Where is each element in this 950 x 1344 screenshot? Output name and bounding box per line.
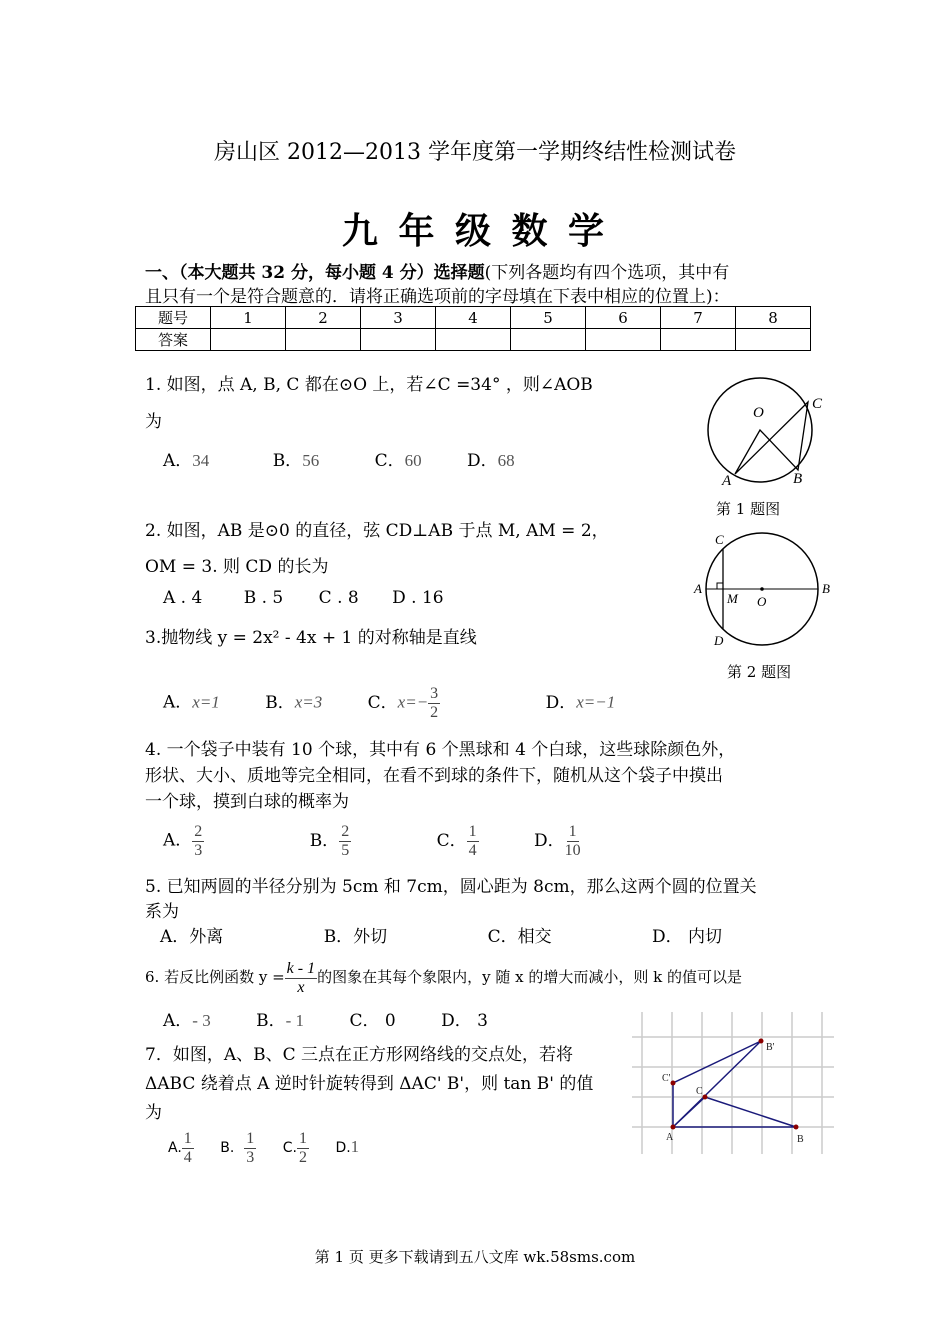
label-b-prime: B' [766, 1042, 775, 1053]
opt-label: D． [545, 692, 577, 713]
opt-label: C． [374, 451, 405, 471]
label-b: B [822, 581, 830, 596]
q2-options [163, 588, 444, 608]
option-c: C． 0 [349, 1011, 396, 1031]
opt-value: x=3 [294, 692, 323, 712]
opt-label: C． [436, 830, 467, 851]
opt-value: - 3 [192, 1011, 211, 1030]
table-answer-label: 答案 [136, 329, 211, 351]
opt-value: x=−1 [576, 692, 616, 712]
q4-line2: 形状、大小、质地等完全相同，在看不到球的条件下，随机从这个袋子中摸出 [145, 766, 723, 786]
q2-figure [690, 525, 840, 650]
answer-cell[interactable] [511, 329, 586, 351]
option-b: B . 5 [243, 588, 284, 608]
opt-label: A． [163, 451, 193, 471]
q7-line2: ΔABC 绕着点 A 逆时针旋转得到 ΔAC' B'，则 tan B' 的值 [145, 1074, 594, 1094]
fraction [428, 685, 440, 721]
answer-cell[interactable] [361, 329, 436, 351]
q6-text [145, 960, 742, 996]
numerator: 2 [194, 823, 203, 840]
opt-label: A． [163, 1011, 193, 1031]
opt-label: C. [282, 1140, 297, 1157]
section-heading [145, 258, 729, 283]
answer-cell[interactable] [286, 329, 361, 351]
denominator: 2 [298, 1148, 307, 1166]
opt-value: 60 [404, 451, 422, 470]
numerator: 1 [183, 1130, 192, 1147]
opt-value: x=− [397, 692, 429, 712]
opt-label: B. [220, 1140, 235, 1157]
q6-options [163, 1006, 488, 1031]
label-b: B [793, 471, 803, 487]
q1-caption: 第 1 题图 [716, 500, 781, 518]
opt-value: 34 [192, 451, 210, 470]
section-instructions-2: 且只有一个是符合题意的．请将正确选项前的字母填在下表中相应的位置上)： [145, 287, 730, 307]
opt-value: 56 [302, 451, 320, 470]
opt-value: x=1 [192, 692, 220, 712]
option-c: C．相交 [487, 927, 552, 947]
table-col: 2 [286, 307, 361, 329]
opt-label: A． [163, 830, 193, 851]
table-col: 4 [436, 307, 511, 329]
fraction [339, 823, 351, 859]
q4-line3: 一个球，摸到白球的概率为 [145, 792, 349, 812]
answer-cell[interactable] [211, 329, 286, 351]
numerator: 3 [430, 685, 439, 702]
opt-label: D． [534, 830, 565, 851]
fraction [467, 823, 479, 859]
table-col: 6 [586, 307, 661, 329]
option-d: D . 16 [392, 588, 444, 608]
opt-value: 1 [350, 1137, 360, 1157]
opt-label: D． [467, 451, 498, 471]
q1-figure [700, 375, 840, 495]
numerator: 1 [298, 1130, 307, 1147]
opt-label: C． [367, 692, 398, 713]
opt-label: B． [265, 692, 295, 713]
opt-label: D. [335, 1140, 351, 1157]
fraction [285, 960, 317, 996]
option-a: A . 4 [163, 588, 203, 608]
label-a: A [694, 581, 702, 596]
exam-subtitle: 房山区 2012—2013 学年度第一学期终结性检测试卷 [214, 140, 736, 165]
label-c-prime: C' [662, 1073, 671, 1084]
answer-table [135, 306, 811, 351]
answer-cell[interactable] [586, 329, 661, 351]
fraction [565, 823, 581, 859]
table-col: 3 [361, 307, 436, 329]
label-o: O [753, 405, 764, 421]
q2-caption: 第 2 题图 [727, 663, 792, 681]
label-o: O [757, 594, 767, 609]
q7-grid-figure [632, 1012, 837, 1157]
q5-line2: 系为 [145, 902, 179, 922]
fraction [182, 1130, 194, 1166]
q4-line1: 4. 一个袋子中装有 10 个球，其中有 6 个黑球和 4 个白球，这些球除颜色外， [145, 740, 736, 760]
numerator: 1 [246, 1130, 255, 1147]
section-bold: 一、（本大题共 32 分，每小题 4 分）选择题 [145, 263, 485, 283]
table-col: 1 [211, 307, 286, 329]
table-col: 8 [736, 307, 811, 329]
table-col: 7 [661, 307, 736, 329]
q3-options [163, 685, 615, 721]
numerator: 1 [568, 823, 577, 840]
answer-cell[interactable] [736, 329, 811, 351]
denominator: 3 [246, 1148, 255, 1166]
q6-pre: 6. 若反比例函数 y = [145, 968, 285, 987]
opt-label: A. [168, 1140, 182, 1157]
label-a: A [722, 473, 732, 489]
q4-options [163, 823, 581, 859]
option-d: D． 3 [441, 1011, 488, 1031]
q1-text: 1. 如图，点 A, B, C 都在⊙O 上，若∠C =34° ，则∠AOB [145, 375, 593, 395]
q5-line1: 5. 已知两圆的半径分别为 5cm 和 7cm，圆心距为 8cm，那么这两个圆的位置关 [145, 877, 757, 897]
label-c: C [715, 532, 724, 547]
option-a: A．外离 [160, 927, 224, 947]
section-instructions: (下列各题均有四个选项，其中有 [484, 263, 730, 283]
fraction [244, 1130, 256, 1166]
opt-label: B． [272, 451, 303, 471]
opt-value: - 1 [285, 1011, 305, 1030]
q1-options [163, 446, 515, 471]
option-b: B．外切 [323, 927, 388, 947]
denominator: 5 [341, 841, 350, 859]
denominator: x [297, 978, 305, 996]
q7-line1: 7．如图，A、B、C 三点在正方形网络线的交点处，若将 [145, 1045, 573, 1065]
page-footer: 第 1 页 更多下载请到五八文库 wk.58sms.com [314, 1248, 636, 1266]
denominator: 2 [430, 703, 439, 721]
opt-label: A． [163, 692, 193, 713]
answer-cell[interactable] [436, 329, 511, 351]
denominator: 4 [183, 1148, 192, 1166]
denominator: 4 [468, 841, 477, 859]
label-m: M [727, 591, 738, 606]
q2-text2: OM = 3. 则 CD 的长为 [145, 557, 329, 577]
option-d: D． 内切 [652, 927, 723, 947]
numerator: 1 [468, 823, 477, 840]
fraction [192, 823, 204, 859]
exam-title: 九 年 级 数 学 [341, 210, 609, 252]
denominator: 3 [194, 841, 203, 859]
label-a: A [666, 1132, 674, 1143]
fraction [297, 1130, 309, 1166]
numerator: k - 1 [286, 960, 316, 977]
label-c: C [812, 396, 823, 412]
q5-options [160, 922, 722, 947]
opt-value: 68 [497, 451, 515, 470]
table-col: 5 [511, 307, 586, 329]
denominator: 10 [564, 841, 581, 859]
opt-label: B． [256, 1011, 286, 1031]
table-header-label: 题号 [136, 307, 211, 329]
opt-label: B． [309, 830, 340, 851]
q7-line3: 为 [145, 1103, 162, 1123]
q2-text: 2. 如图，AB 是⊙0 的直径，弦 CD⊥AB 于点 M, AM = 2， [145, 521, 609, 541]
answer-cell[interactable] [661, 329, 736, 351]
q6-post: 的图象在其每个象限内，y 随 x 的增大而减小，则 k 的值可以是 [317, 968, 742, 987]
option-c: C . 8 [318, 588, 359, 608]
label-d: D [714, 633, 724, 648]
label-b: B [797, 1134, 804, 1145]
q7-options [168, 1130, 359, 1166]
numerator: 2 [341, 823, 350, 840]
q1-text2: 为 [145, 412, 162, 432]
label-c: C [696, 1086, 703, 1097]
q3-text: 3.抛物线 y = 2x² - 4x + 1 的对称轴是直线 [145, 628, 477, 648]
